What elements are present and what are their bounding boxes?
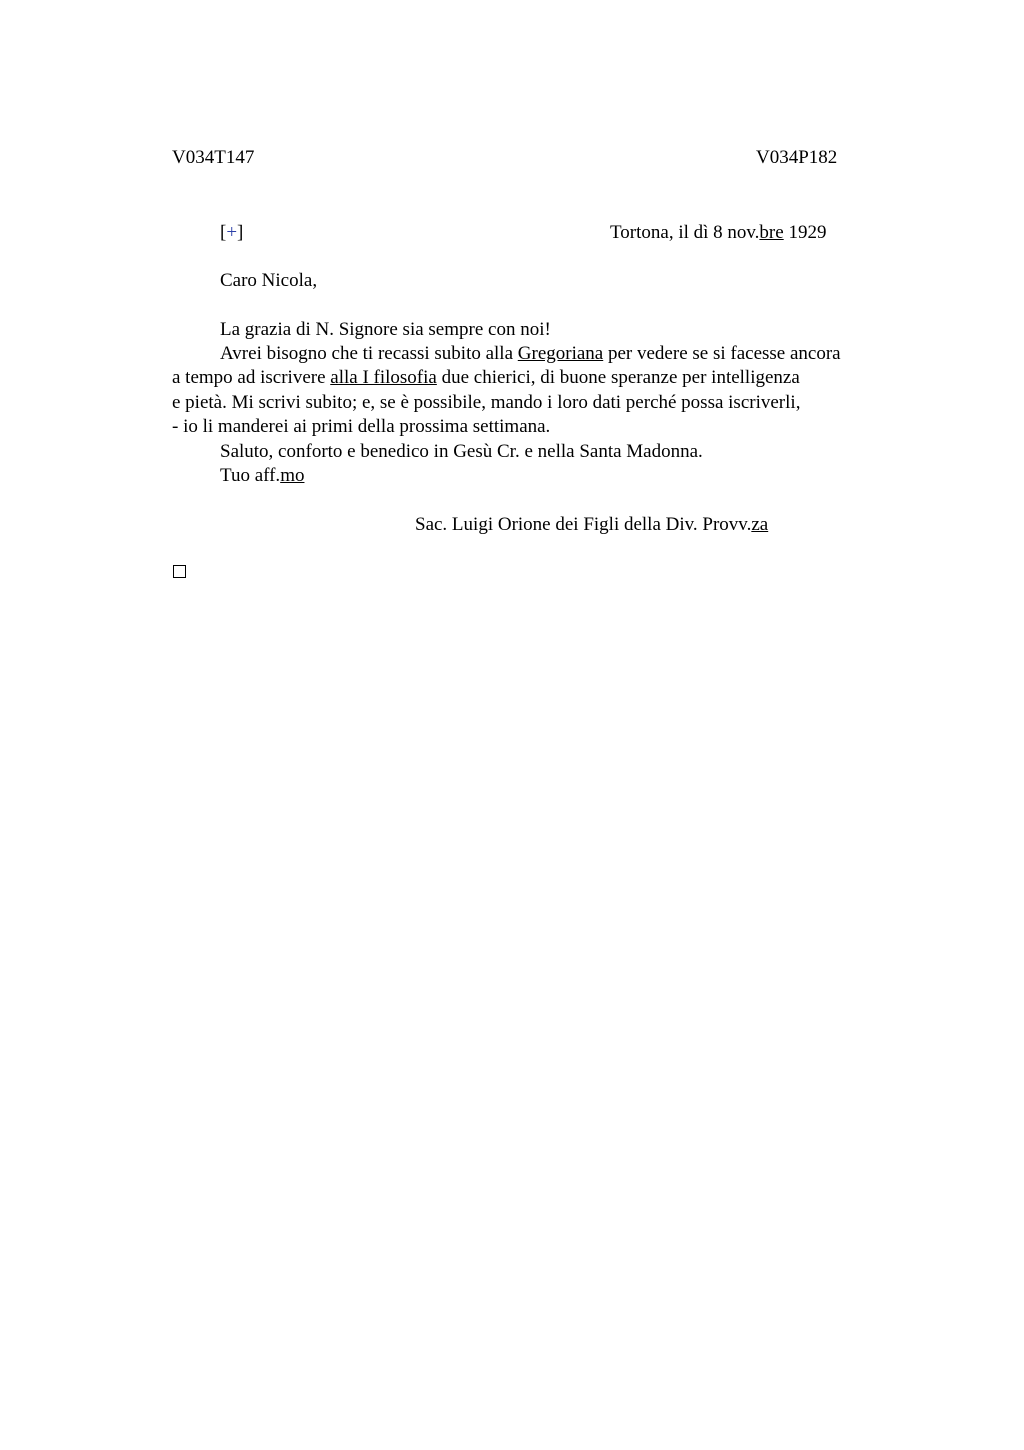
- cross-icon: +: [226, 222, 238, 243]
- body-line-2: [220, 342, 841, 366]
- body-line-5: - io li manderei ai primi della prossima settimana.: [172, 416, 551, 437]
- underlined-filosofia: alla I filosofia: [330, 367, 437, 388]
- body-line-3-b: due chierici, di buone speranze per intelligenza: [436, 367, 800, 388]
- body-line-2-b: per vedere se si facesse ancora: [603, 343, 841, 364]
- date-year: 1929: [783, 222, 827, 243]
- signature-abbrev: za: [751, 514, 769, 535]
- header-left-code: V034T147: [172, 147, 255, 168]
- body-line-3-a: a tempo ad iscrivere: [172, 367, 331, 388]
- closing-a: Tuo aff.: [220, 465, 281, 486]
- body-line-2-a: Avrei bisogno che ti recassi subito alla: [220, 343, 518, 364]
- signature-a: Sac. Luigi Orione dei Figli della Div. Provv.: [415, 514, 752, 535]
- closing: [220, 464, 304, 488]
- end-square-icon: [173, 565, 186, 578]
- header-right-code: V034P182: [756, 147, 838, 168]
- cross-bracket-close: ]: [237, 222, 244, 243]
- closing-abbrev: mo: [280, 465, 305, 486]
- body-line-6: Saluto, conforto e benedico in Gesù Cr. e nella Santa Madonna.: [220, 441, 703, 462]
- underlined-gregoriana: Gregoriana: [517, 343, 604, 364]
- body-line-3: [172, 366, 800, 390]
- cross-mark: [220, 221, 243, 245]
- body-line-4: e pietà. Mi scrivi subito; e, se è possibile, mando i loro dati perché possa iscriverli,: [172, 392, 801, 413]
- salutation: Caro Nicola,: [220, 270, 318, 291]
- date-month-abbrev: bre: [759, 222, 784, 243]
- body-line-1: La grazia di N. Signore sia sempre con noi!: [220, 319, 551, 340]
- date-prefix: Tortona, il dì 8 nov.: [610, 222, 760, 243]
- signature: [415, 513, 768, 537]
- cross-bracket-open: [: [220, 222, 227, 243]
- letter-date: [610, 221, 826, 245]
